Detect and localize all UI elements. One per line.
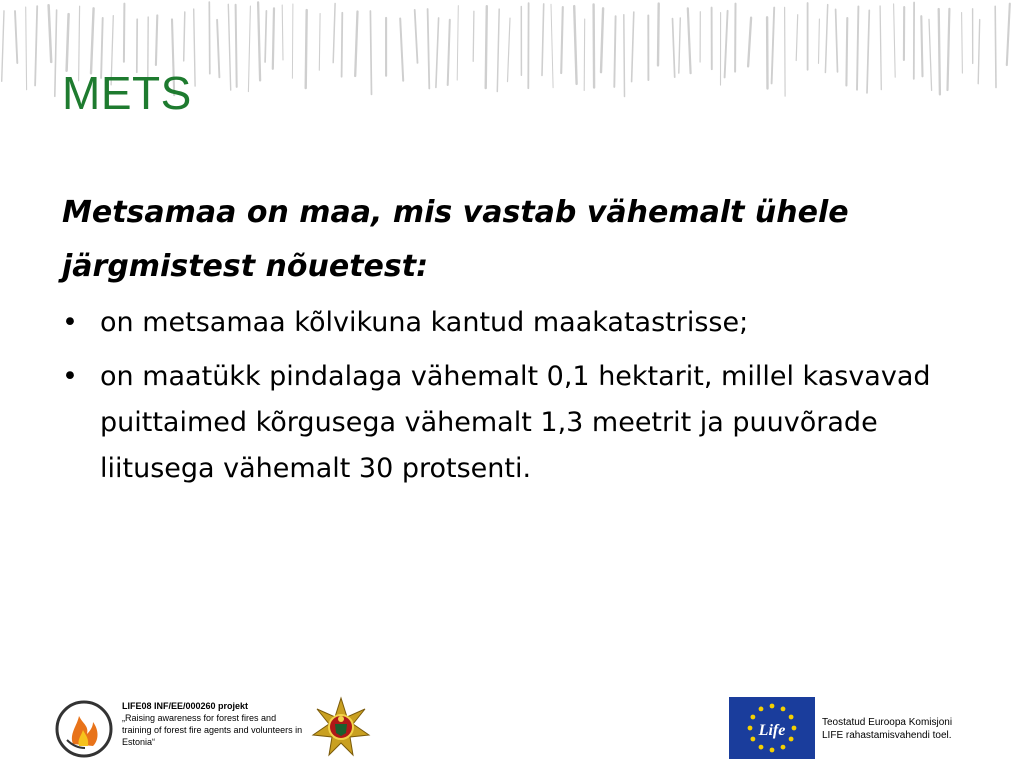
stripe-line [217, 20, 219, 78]
stripe-line [15, 11, 17, 63]
bullet-item [62, 300, 982, 346]
stripe-line [673, 19, 675, 78]
stripe-line [929, 19, 932, 90]
stripe-line [194, 9, 195, 86]
stripe-line [448, 20, 450, 85]
stripe-line [846, 18, 847, 86]
stripe-line [265, 11, 266, 62]
stripe-line [319, 14, 320, 71]
stripe-line [508, 18, 511, 82]
bullet-text: on maatükk pindalaga vähemalt 0,1 hektarit, millel kasvavad puittaimed kõrgusega vähemalt 1,3 meetrit ja puuvõrade liitusega vähemalt 30 protsenti. [100, 361, 931, 484]
stripe-line [825, 5, 827, 73]
stripe-line [292, 4, 293, 78]
stripe-line [574, 6, 576, 84]
slide-content [62, 186, 982, 500]
stripe-line [601, 8, 603, 72]
stripe-line [561, 7, 563, 73]
stripe-line [415, 10, 418, 63]
eu-star-icon [781, 745, 786, 750]
stripe-line [124, 4, 125, 62]
stripe-line [436, 18, 439, 88]
stripe-line [400, 19, 403, 81]
eu-star-icon [789, 715, 794, 720]
slide-title: METS [62, 67, 192, 119]
stripe-line [486, 6, 487, 88]
stripe-line [995, 6, 996, 87]
stripe-line [2, 11, 4, 82]
stripe-line [614, 16, 615, 87]
stripe-line [91, 8, 94, 73]
funding-note [822, 716, 1002, 742]
stripe-line [306, 10, 307, 88]
stripe-line [282, 5, 283, 60]
eu-star-icon [792, 726, 797, 731]
stripe-line [796, 15, 798, 61]
eu-star-icon [781, 707, 786, 712]
slide-heading [62, 186, 982, 294]
stripe-line [594, 4, 595, 87]
stripe-line [55, 10, 57, 96]
stripe-line [258, 2, 260, 80]
funding-line-2: LIFE rahastamisvahendi toel. [822, 730, 952, 741]
stripe-line [688, 8, 691, 73]
funding-line-1: Teostatud Euroopa Komisjoni [822, 717, 953, 728]
stripe-line [658, 4, 659, 66]
eu-flag-label: Life [758, 722, 786, 739]
bullet-item [62, 354, 982, 492]
stripe-line [542, 4, 544, 76]
eu-star-icon [789, 737, 794, 742]
stripe-line [370, 11, 371, 94]
bullet-list [62, 300, 982, 492]
stripe-line [497, 9, 499, 91]
footer-project [55, 696, 385, 762]
stripe-line [894, 4, 896, 77]
rescue-badge-icon [310, 696, 372, 758]
project-info [122, 700, 304, 748]
stripe-line [355, 12, 357, 77]
fire-logo-icon [55, 700, 113, 758]
eu-star-icon [770, 704, 775, 709]
stripe-line [248, 6, 250, 92]
stripe-line [1007, 4, 1010, 65]
bullet-dot-icon: • [62, 307, 78, 338]
stripe-line [857, 7, 858, 90]
stripe-line [978, 20, 980, 84]
stripe-line [624, 15, 625, 97]
stripe-line [836, 9, 838, 72]
stripe-line [67, 14, 69, 71]
stripe-line [962, 13, 963, 74]
stripe-line [551, 4, 553, 87]
stripe-line [867, 10, 869, 93]
stripe-line [209, 2, 210, 74]
eu-star-icon [748, 726, 753, 731]
stripe-line [785, 7, 786, 96]
stripe-line [725, 11, 728, 78]
project-id: LIFE08 INF/EE/000260 projekt [122, 701, 249, 711]
heading-line-2: järgmistest nõuetest: [62, 249, 429, 284]
project-description: „Raising awareness for forest fires and training of forest fire agents and volunteers in Estonia“ [122, 713, 303, 747]
stripe-line [457, 6, 458, 81]
eu-life-flag-icon [729, 697, 815, 759]
stripe-line [679, 18, 681, 73]
stripe-line [772, 8, 775, 84]
stripe-line [748, 18, 751, 67]
stripe-line [184, 12, 185, 61]
stripe-line [236, 5, 237, 87]
stripe-line [35, 6, 37, 85]
stripe-line [473, 11, 474, 61]
stripe-line [228, 4, 230, 90]
stripe-line [333, 4, 335, 63]
eu-star-icon [759, 707, 764, 712]
stripe-line [819, 19, 820, 63]
bullet-text: on metsamaa kõlvikuna kantud maakatastrisse; [100, 307, 749, 338]
stripe-line [26, 7, 27, 90]
eu-star-icon [751, 737, 756, 742]
stripe-line [632, 12, 634, 82]
stripe-line [273, 8, 274, 68]
eu-star-icon [751, 715, 756, 720]
stripe-line [880, 6, 881, 90]
stripe-line [921, 16, 922, 76]
stripe-line [156, 15, 157, 65]
stripe-line [428, 9, 430, 89]
heading-line-1: Metsamaa on maa, mis vastab vähemalt ühele [62, 195, 849, 230]
stripe-line [342, 13, 343, 77]
stripe-line [948, 9, 950, 90]
stripe-line [49, 5, 52, 62]
stripe-line [939, 9, 940, 94]
eu-star-icon [770, 748, 775, 753]
eu-star-icon [759, 745, 764, 750]
bullet-dot-icon: • [62, 361, 78, 392]
stripe-line [584, 19, 585, 91]
